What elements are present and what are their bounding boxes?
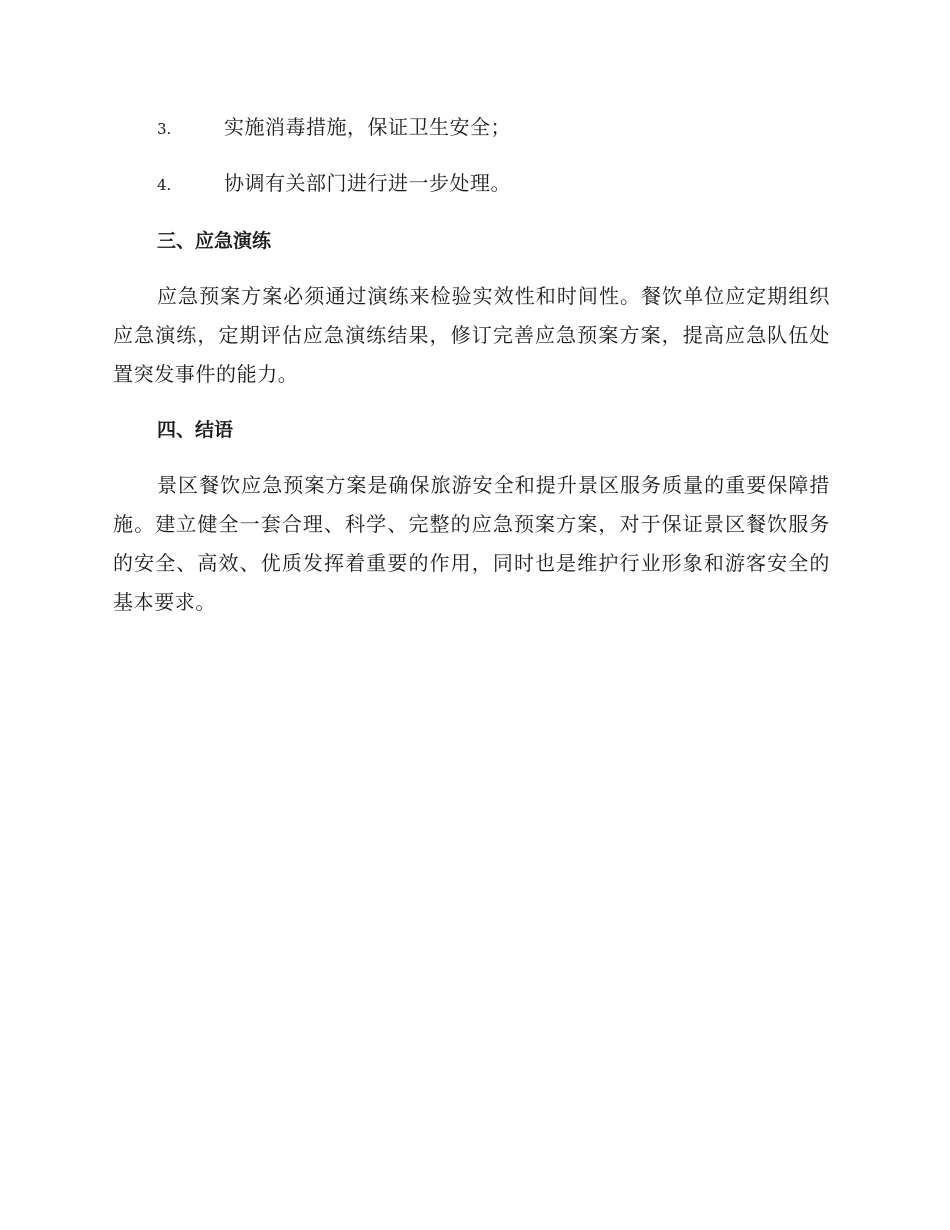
list-text: 实施消毒措施，保证卫生安全； — [224, 115, 511, 139]
section-heading-conclusion: 四、结语 — [157, 419, 234, 441]
list-number: 3. — [157, 120, 172, 138]
section-paragraph-conclusion: 景区餐饮应急预案方案是确保旅游安全和提升景区服务质量的重要保障措施。建立健全一套合理、科学、完整的应急预案方案，对于保证景区餐饮服务的安全、高效、优质发挥着重要的作用，同时也是维护行业形象和游客安全的基本要求。 — [113, 473, 830, 614]
section-heading-drill: 三、应急演练 — [157, 230, 272, 252]
list-number: 4. — [157, 176, 172, 194]
list-item-4 — [113, 167, 830, 203]
list-text: 协调有关部门进行进一步处理。 — [224, 171, 511, 195]
document-content — [113, 111, 830, 640]
section-paragraph-drill: 应急预案方案必须通过演练来检验实效性和时间性。餐饮单位应定期组织应急演练，定期评估应急演练结果，修订完善应急预案方案，提高应急队伍处置突发事件的能力。 — [113, 284, 830, 386]
list-item-3 — [113, 111, 830, 147]
